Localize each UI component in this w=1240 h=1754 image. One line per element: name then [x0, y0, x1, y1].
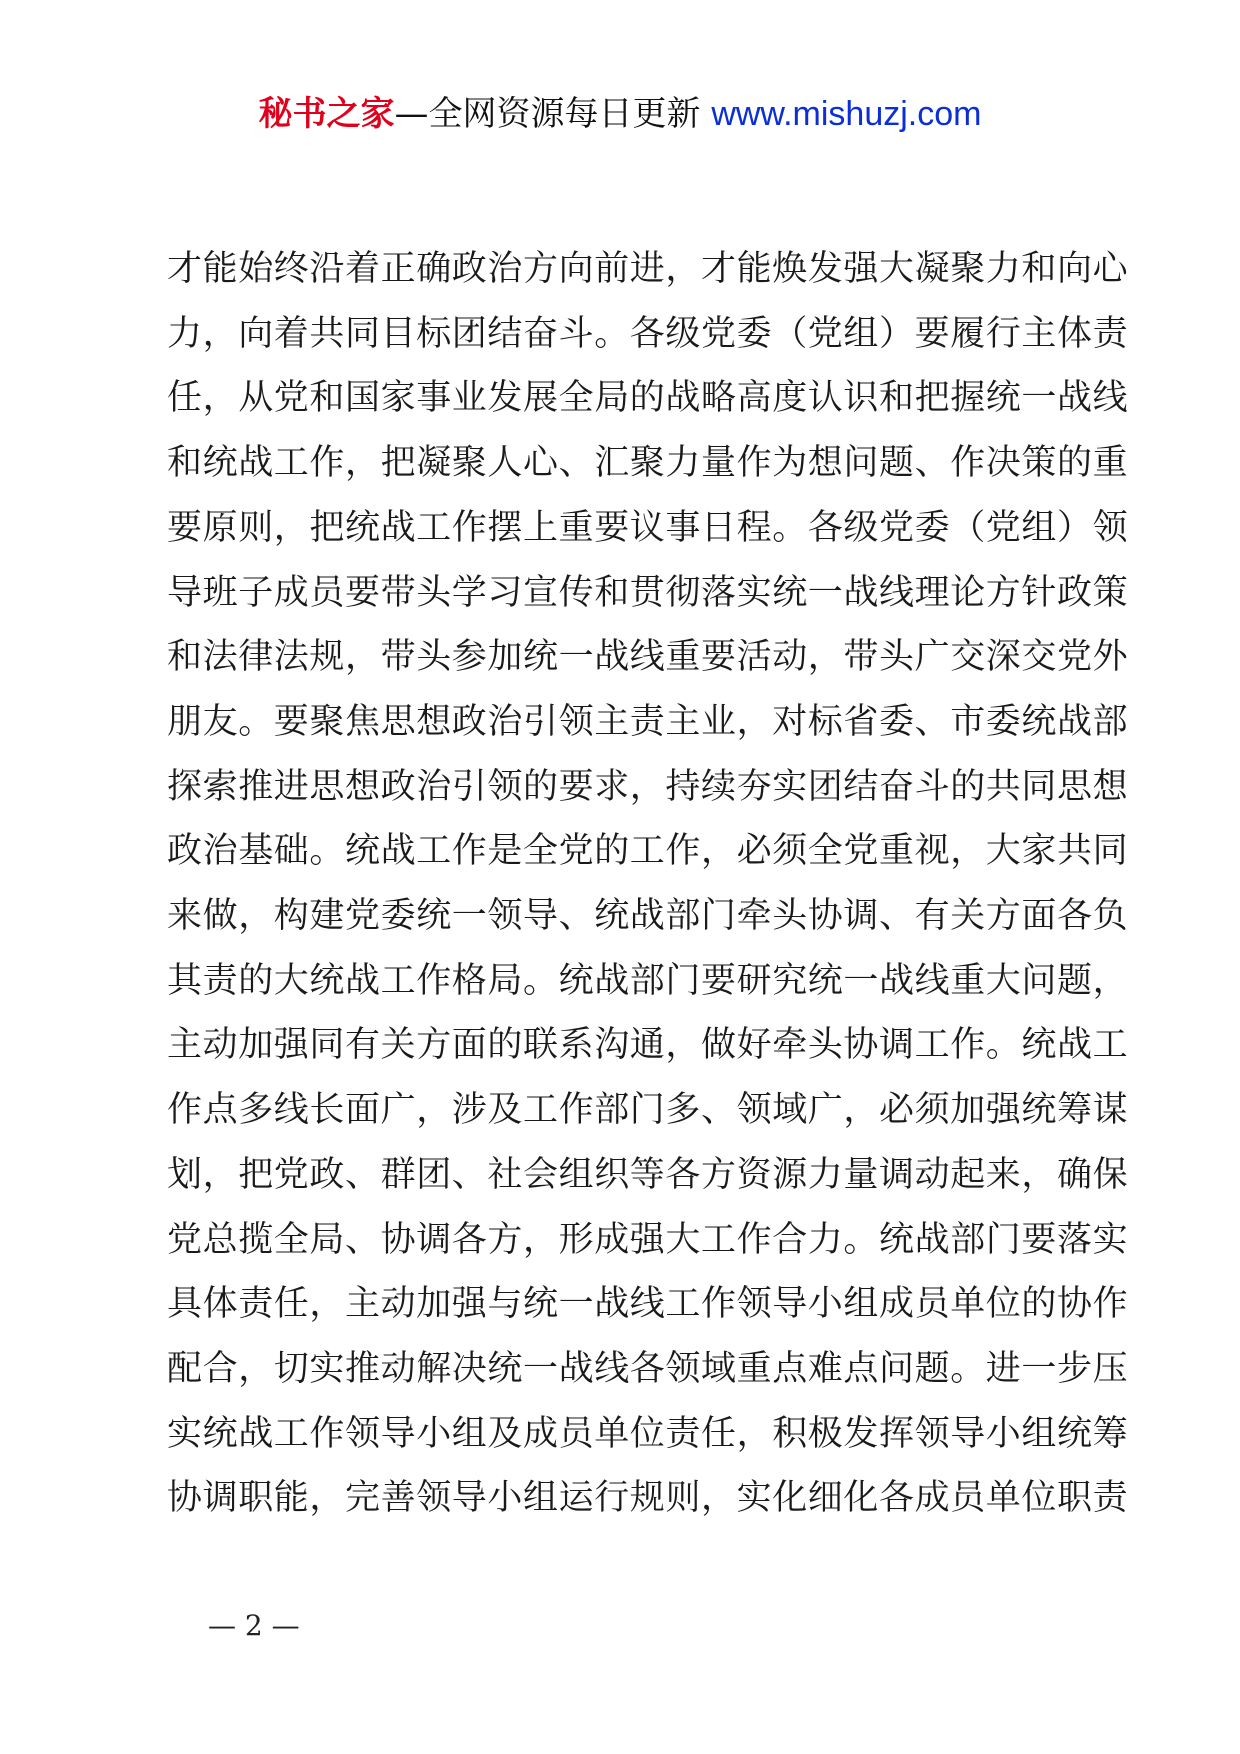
body-line: 主动加强同有关方面的联系沟通，做好牵头协调工作。统战工: [167, 1025, 1129, 1066]
header-tagline: —全网资源每日更新: [394, 94, 701, 134]
body-line: 划，把党政、群团、社会组织等各方资源力量调动起来，确保: [167, 1154, 1129, 1195]
body-line: 具体责任，主动加强与统一战线工作领导小组成员单位的协作: [167, 1284, 1129, 1325]
body-line: 来做，构建党委统一领导、统战部门牵头协调、有关方面各负: [167, 896, 1129, 937]
body-line: 和法律法规，带头参加统一战线重要活动，带头广交深交党外: [167, 637, 1129, 678]
body-line: 政治基础。统战工作是全党的工作，必须全党重视，大家共同: [167, 831, 1129, 872]
body-text: [167, 237, 1129, 1531]
body-line: 要原则，把统战工作摆上重要议事日程。各级党委（党组）领: [167, 507, 1129, 548]
page-number: — 2 —: [208, 1609, 300, 1642]
body-line: 才能始终沿着正确政治方向前进，才能焕发强大凝聚力和向心: [167, 249, 1129, 289]
body-line: 作点多线长面广，涉及工作部门多、领域广，必须加强统筹谋: [167, 1090, 1129, 1131]
body-line: 任，从党和国家事业发展全局的战略高度认识和把握统一战线: [167, 378, 1129, 419]
body-line: 实统战工作领导小组及成员单位责任，积极发挥领导小组统筹: [167, 1413, 1129, 1454]
body-line: 力，向着共同目标团结奋斗。各级党委（党组）要履行主体责: [167, 313, 1129, 354]
body-line: 其责的大统战工作格局。统战部门要研究统一战线重大问题，: [167, 960, 1129, 1001]
body-line: 和统战工作，把凝聚人心、汇聚力量作为想问题、作决策的重: [167, 443, 1129, 484]
body-line: 配合，切实推动解决统一战线各领域重点难点问题。进一步压: [167, 1348, 1129, 1389]
body-line: 导班子成员要带头学习宣传和贯彻落实统一战线理论方针政策: [167, 572, 1129, 613]
body-line: 党总揽全局、协调各方，形成强大工作合力。统战部门要落实: [167, 1219, 1129, 1260]
header-url[interactable]: www.mishuzj.com: [711, 95, 982, 133]
header-brand: 秘书之家: [258, 94, 395, 134]
body-line: 协调职能，完善领导小组运行规则，实化细化各成员单位职责: [167, 1478, 1129, 1519]
body-line: 朋友。要聚焦思想政治引领主责主业，对标省委、市委统战部: [167, 701, 1129, 742]
page-header: [0, 92, 1240, 136]
body-line: 探索推进思想政治引领的要求，持续夯实团结奋斗的共同思想: [167, 766, 1129, 807]
